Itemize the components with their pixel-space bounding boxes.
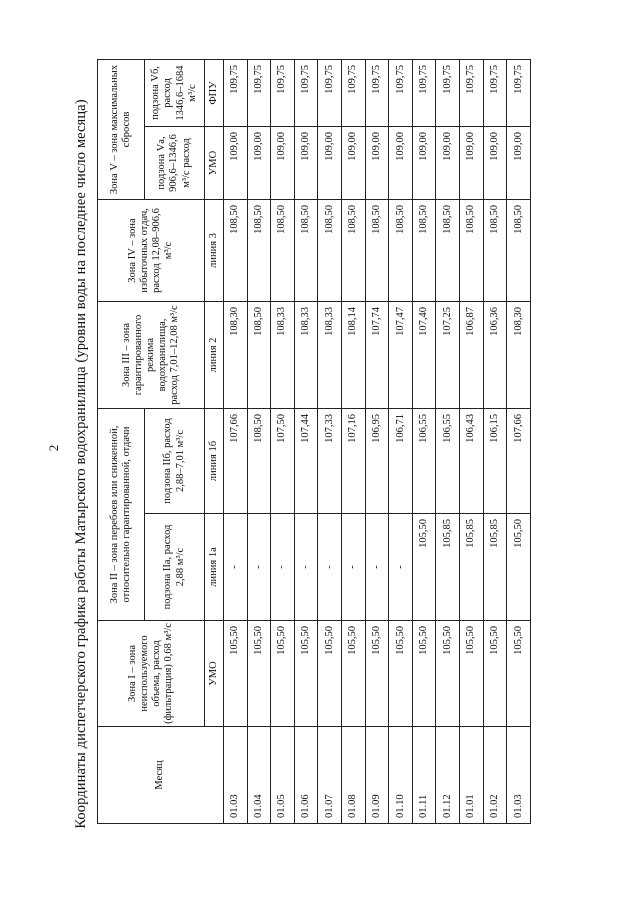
level-cell-c6: 109,00 xyxy=(271,127,295,200)
level-cell-c3: 106,55 xyxy=(436,409,460,514)
level-cell-c5: 108,50 xyxy=(224,200,248,302)
level-cell-c6: 109,00 xyxy=(483,127,507,200)
table-row xyxy=(365,59,389,823)
page-number: 2 xyxy=(46,444,61,452)
level-cell-c6: 109,00 xyxy=(247,127,271,200)
level-cell-c2: 105,85 xyxy=(460,514,484,621)
table-row xyxy=(247,59,271,823)
level-cell-c1: 105,50 xyxy=(365,621,389,727)
table-row xyxy=(436,59,460,823)
subheader-c5: линия 3 xyxy=(205,200,224,302)
level-cell-c3: 107,66 xyxy=(507,409,531,514)
level-cell-c3: 107,44 xyxy=(294,409,318,514)
level-cell-c7: 109,75 xyxy=(412,59,436,126)
level-cell-c5: 108,50 xyxy=(389,200,413,302)
month-cell: 01.07 xyxy=(318,727,342,824)
level-cell-c4: 107,40 xyxy=(412,302,436,409)
month-cell: 01.09 xyxy=(365,727,389,824)
document-title: Координаты диспетчерского графика работы Матырского водохранилища (уровни воды на последнее число месяца) xyxy=(73,99,89,829)
level-cell-c5: 108,50 xyxy=(436,200,460,302)
subheader-c4: линия 2 xyxy=(205,302,224,409)
month-cell: 01.10 xyxy=(389,727,413,824)
level-cell-c6: 109,00 xyxy=(224,127,248,200)
level-cell-c1: 105,50 xyxy=(247,621,271,727)
level-cell-c5: 108,50 xyxy=(483,200,507,302)
level-cell-c6: 109,00 xyxy=(460,127,484,200)
level-cell-c1: 105,50 xyxy=(389,621,413,727)
level-cell-c6: 109,00 xyxy=(507,127,531,200)
table-row xyxy=(342,59,366,823)
level-cell-c1: 105,50 xyxy=(342,621,366,727)
header-zone1: Зона I – зона неиспользуемого объема, расход (фильтрация) 0,68 м³/с xyxy=(98,621,205,727)
level-cell-c7: 109,75 xyxy=(294,59,318,126)
level-cell-c3: 106,71 xyxy=(389,409,413,514)
level-cell-c7: 109,75 xyxy=(460,59,484,126)
level-cell-c4: 106,87 xyxy=(460,302,484,409)
table-row xyxy=(271,59,295,823)
level-cell-c4: 108,33 xyxy=(294,302,318,409)
level-cell-c2: - xyxy=(318,514,342,621)
table-row xyxy=(483,59,507,823)
level-cell-c1: 105,50 xyxy=(318,621,342,727)
level-cell-c3: 106,95 xyxy=(365,409,389,514)
level-cell-c4: 107,74 xyxy=(365,302,389,409)
level-cell-c7: 109,75 xyxy=(507,59,531,126)
level-cell-c6: 109,00 xyxy=(365,127,389,200)
month-cell: 01.01 xyxy=(460,727,484,824)
level-cell-c2: 105,85 xyxy=(436,514,460,621)
level-cell-c3: 107,33 xyxy=(318,409,342,514)
level-cell-c2: - xyxy=(294,514,318,621)
level-cell-c7: 109,75 xyxy=(224,59,248,126)
level-cell-c1: 105,50 xyxy=(412,621,436,727)
table-row xyxy=(460,59,484,823)
level-cell-c3: 108,50 xyxy=(247,409,271,514)
subheader-c7: ФПУ xyxy=(205,59,224,126)
header-zone5a: подзона Vа, 906,6–1346,6 м³/с расход xyxy=(145,127,205,200)
subheader-c3: линия 1б xyxy=(205,409,224,514)
level-cell-c6: 109,00 xyxy=(412,127,436,200)
table-row xyxy=(412,59,436,823)
level-cell-c4: 108,14 xyxy=(342,302,366,409)
level-cell-c2: 105,50 xyxy=(507,514,531,621)
level-cell-c5: 108,50 xyxy=(460,200,484,302)
level-cell-c5: 108,50 xyxy=(365,200,389,302)
level-cell-c4: 108,30 xyxy=(507,302,531,409)
table-row xyxy=(224,59,248,823)
month-cell: 01.12 xyxy=(436,727,460,824)
level-cell-c5: 108,50 xyxy=(271,200,295,302)
level-cell-c1: 105,50 xyxy=(224,621,248,727)
table-row xyxy=(318,59,342,823)
level-cell-c3: 107,16 xyxy=(342,409,366,514)
subheader-c1: УМО xyxy=(205,621,224,727)
month-cell: 01.04 xyxy=(247,727,271,824)
level-cell-c5: 108,50 xyxy=(247,200,271,302)
month-cell: 01.05 xyxy=(271,727,295,824)
level-cell-c2: - xyxy=(389,514,413,621)
table-row xyxy=(389,59,413,823)
level-cell-c1: 105,50 xyxy=(483,621,507,727)
level-cell-c1: 105,50 xyxy=(460,621,484,727)
header-zone5: Зона V – зона максимальных сбросов xyxy=(98,59,145,199)
level-cell-c6: 109,00 xyxy=(389,127,413,200)
level-cell-c1: 105,50 xyxy=(436,621,460,727)
subheader-c2: линия 1а xyxy=(205,514,224,621)
level-cell-c3: 106,55 xyxy=(412,409,436,514)
level-cell-c5: 108,50 xyxy=(294,200,318,302)
level-cell-c5: 108,50 xyxy=(507,200,531,302)
month-cell: 01.11 xyxy=(412,727,436,824)
level-cell-c4: 106,36 xyxy=(483,302,507,409)
level-cell-c7: 109,75 xyxy=(342,59,366,126)
level-cell-c2: - xyxy=(224,514,248,621)
level-cell-c2: 105,85 xyxy=(483,514,507,621)
month-cell: 01.06 xyxy=(294,727,318,824)
level-cell-c2: - xyxy=(247,514,271,621)
level-cell-c4: 108,33 xyxy=(318,302,342,409)
level-cell-c1: 105,50 xyxy=(507,621,531,727)
level-cell-c5: 108,50 xyxy=(342,200,366,302)
level-cell-c3: 106,43 xyxy=(460,409,484,514)
level-cell-c7: 109,75 xyxy=(365,59,389,126)
level-cell-c6: 109,00 xyxy=(436,127,460,200)
month-cell: 01.02 xyxy=(483,727,507,824)
level-cell-c7: 109,75 xyxy=(483,59,507,126)
level-cell-c4: 107,25 xyxy=(436,302,460,409)
level-cell-c3: 106,15 xyxy=(483,409,507,514)
month-cell: 01.08 xyxy=(342,727,366,824)
header-zone2b: подзона IIб, расход 2,88–7,01 м³/с xyxy=(145,409,205,514)
header-month: Месяц xyxy=(98,727,224,824)
header-zone5b: подзона Vб, расход 1346,6–1684 м³/с xyxy=(145,59,205,126)
header-zone2a: подзона IIа, расход 2,88 м³/с xyxy=(145,514,205,621)
level-cell-c7: 109,75 xyxy=(389,59,413,126)
level-cell-c2: - xyxy=(365,514,389,621)
month-cell: 01.03 xyxy=(507,727,531,824)
table-row xyxy=(507,59,531,823)
level-cell-c5: 108,50 xyxy=(318,200,342,302)
level-cell-c2: - xyxy=(342,514,366,621)
header-zone3: Зона III – зона гарантированного режима водохранилища, расход 7,01–12,08 м³/с xyxy=(98,302,205,409)
level-cell-c7: 109,75 xyxy=(271,59,295,126)
level-cell-c7: 109,75 xyxy=(436,59,460,126)
level-cell-c5: 108,50 xyxy=(412,200,436,302)
header-zone4: Зона IV – зона избыточных отдач, расход 12,08–906,6 м³/с xyxy=(98,200,205,302)
reservoir-schedule-table xyxy=(97,59,531,824)
header-zone2: Зона II – зона перебоев или сниженной, относительно гарантированной, отдачи xyxy=(98,409,145,621)
level-cell-c4: 107,47 xyxy=(389,302,413,409)
level-cell-c4: 108,33 xyxy=(271,302,295,409)
level-cell-c1: 105,50 xyxy=(294,621,318,727)
table-body xyxy=(224,59,531,823)
subheader-c6: УМО xyxy=(205,127,224,200)
level-cell-c2: 105,50 xyxy=(412,514,436,621)
level-cell-c3: 107,50 xyxy=(271,409,295,514)
level-cell-c1: 105,50 xyxy=(271,621,295,727)
level-cell-c6: 109,00 xyxy=(318,127,342,200)
level-cell-c3: 107,66 xyxy=(224,409,248,514)
level-cell-c6: 109,00 xyxy=(294,127,318,200)
level-cell-c2: - xyxy=(271,514,295,621)
level-cell-c7: 109,75 xyxy=(247,59,271,126)
level-cell-c4: 108,30 xyxy=(224,302,248,409)
month-cell: 01.03 xyxy=(224,727,248,824)
level-cell-c7: 109,75 xyxy=(318,59,342,126)
level-cell-c6: 109,00 xyxy=(342,127,366,200)
level-cell-c4: 108,50 xyxy=(247,302,271,409)
table-row xyxy=(294,59,318,823)
